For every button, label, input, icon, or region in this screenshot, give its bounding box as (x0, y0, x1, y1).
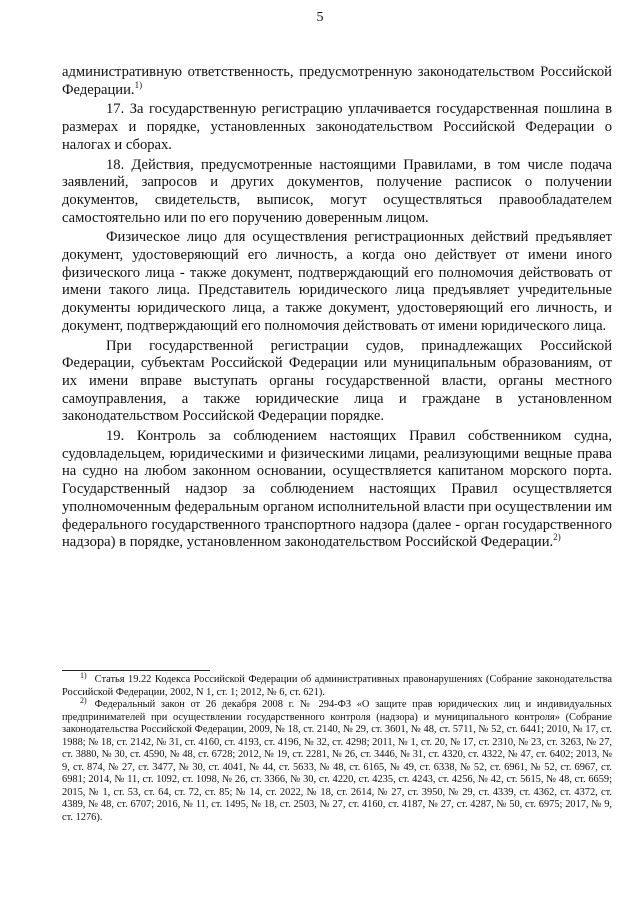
paragraph-state-registration (62, 338, 612, 427)
paragraph-18 (62, 157, 612, 228)
paragraph-text: 19. Контроль за соблюдением настоящих Правил собственником судна, судовладельцем, юридическими и физическими лицами, реализующими вещные права на судно на любом законном основании, осуществляется капитаном морского порта. Государственный надзор за соблюдением настоящих Правил осуществляется уполномоченным федеральным органом исполнительной власти при осуществлении им федерального государственного транспортного надзора (далее - орган государственного надзора) в порядке, установленном законодательством Российской Федерации. (62, 428, 612, 551)
paragraph-17 (62, 101, 612, 154)
footnote-mark: 2) (80, 695, 87, 705)
paragraph-text: 18. Действия, предусмотренные настоящими Правилами, в том числе подача заявлений, запросов и других документов, получение расписок о получении документов, свидетельств, выписок, могут осуществляться правообладателем самостоятельно или по его поручению доверенным лицом. (62, 156, 612, 226)
footnote-mark: 1) (80, 670, 87, 680)
paragraph-19 (62, 428, 612, 552)
footnote-reference: 1) (134, 79, 143, 90)
footnote-2 (62, 695, 612, 824)
footnote-text: Статья 19.22 Кодекса Российской Федерации об административных правонарушениях (Собрание законодательства Российской Федерации, 2002, N 1, ст. 1; 2012, № 6, ст. 621). (62, 674, 612, 698)
footnotes (62, 670, 612, 824)
page-number: 5 (316, 10, 324, 25)
paragraph-text: 17. За государственную регистрацию уплачивается государственная пошлина в размерах и порядке, установленных законодательством Российской Федерации о налогах и сборах. (62, 101, 612, 153)
document-body (62, 64, 612, 552)
paragraph-continuation (62, 64, 612, 99)
paragraph-text: Физическое лицо для осуществления регистрационных действий предъявляет документ, удостоверяющий его личность, а когда оно действует от имени иного физического лица - также документ, подтверждающий его полномочия действовать от имени такого лица. Представитель юридического лица предъявляет учредительные документы юридического лица, а также документ, удостоверяющий его личность, и документ, подтверждающий его полномочия действовать от имени юридического лица. (62, 229, 612, 334)
footnote-1 (62, 670, 612, 699)
paragraph-text: административную ответственность, предусмотренную законодательством Российской Федерации. (62, 64, 612, 98)
footnote-text: Федеральный закон от 26 декабря 2008 г. № 294-ФЗ «О защите прав юридических лиц и индивидуальных предпринимателей при осуществлении государственного контроля (надзора) и муниципального контроля» (Собрание законодательства Российской Федерации, 2009, № 18, ст. 2140, № 29, ст. 3601, № 48, ст. 5711, № 52, ст. 6441; 2010, № 17, ст. 1988; № 18, ст. 2142, № 31, ст. 4160, ст. 4193, ст. 4196, № 32, ст. 4298; 2011, № 1, ст. 20, № 17, ст. 2310, № 23, ст. 3263, № 27, ст. 3880, № 30, ст. 4590, № 48, ст. 6728; 2012, № 19, ст. 2281, № 26, ст. 3446, № 31, ст. 4320, ст. 4322, № 47, ст. 6402; 2013, № 9, ст. 874, № 27, ст. 3477, № 30, ст. 4041, № 44, ст. 5633, № 48, ст. 6165, № 49, ст. 6338, № 52, ст. 6961, № 52, ст. 6967, ст. 6981; 2014, № 11, ст. 1092, ст. 1098, № 26, ст. 3366, № 30, ст. 4220, ст. 4235, ст. 4243, ст. 4256, № 42, ст. 5615, № 48, ст. 6659; 2015, № 1, ст. 53, ст. 64, ст. 72, ст. 85; № 14, ст. 2022, № 18, ст. 2614, № 27, ст. 3950, № 29, ст. 4339, ст. 4362, ст. 4372, ст. 4389, № 48, ст. 6707; 2016, № 11, ст. 1495, № 18, ст. 2503, № 27, ст. 4160, ст. 4187, № 27, ст. 4287, № 50, ст. 6975; 2017, № 9, ст. 1276). (62, 699, 612, 823)
paragraph-text: При государственной регистрации судов, принадлежащих Российской Федерации, субъектам Российской Федерации или муниципальным образованиям, от их имени вправе выступать органы государственной власти, органы местного самоуправления, а также юридические лица и граждане в установленном законодательством Российской Федерации порядке. (62, 337, 612, 425)
footnote-reference: 2) (553, 532, 561, 543)
paragraph-individual-person (62, 229, 612, 335)
